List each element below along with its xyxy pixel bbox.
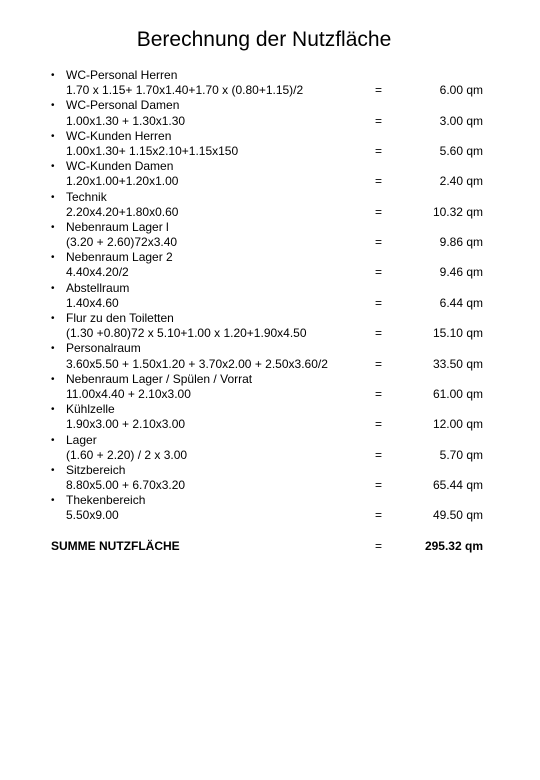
room-area-value: 6.44 qm (439, 295, 483, 310)
room-name: WC-Personal Damen (66, 98, 180, 113)
bullet-icon: • (51, 191, 55, 203)
room-formula: 1.00x1.30+ 1.15x2.10+1.15x150 (66, 143, 239, 158)
equals-sign: = (375, 386, 383, 401)
page-title: Berechnung der Nutzfläche (136, 28, 392, 51)
room-calculation-row (0, 205, 540, 220)
room-formula: 1.40x4.60 (66, 295, 119, 310)
room-heading (0, 372, 540, 387)
equals-sign: = (375, 326, 383, 341)
room-formula: (3.20 + 2.60)72x3.40 (66, 235, 178, 250)
bullet-icon: • (51, 252, 55, 264)
total-value: 295.32 qm (424, 539, 483, 553)
room-formula: 5.50x9.00 (66, 508, 119, 523)
room-area-value: 9.46 qm (439, 265, 483, 280)
equals-sign: = (375, 478, 383, 493)
room-area-value: 65.44 qm (432, 478, 483, 493)
equals-sign: = (375, 83, 383, 98)
room-heading (0, 341, 540, 356)
room-area-value: 9.86 qm (439, 235, 483, 250)
room-calculation-row (0, 265, 540, 280)
room-calculation-row (0, 448, 540, 463)
room-area-value: 15.10 qm (432, 326, 483, 341)
equals-sign: = (375, 235, 383, 250)
room-name: Nebenraum Lager l (66, 219, 169, 234)
bullet-icon: • (51, 434, 55, 446)
room-calculation-row (0, 387, 540, 402)
room-name: Personalraum (66, 341, 141, 356)
bullet-icon: • (51, 343, 55, 355)
room-area-value: 33.50 qm (432, 356, 483, 371)
room-heading (0, 433, 540, 448)
room-calculation-row (0, 417, 540, 432)
room-area-value: 3.00 qm (439, 113, 483, 128)
room-name: WC-Personal Herren (66, 68, 178, 82)
room-name: Kühlzelle (66, 402, 115, 417)
room-name: Technik (66, 189, 107, 204)
room-name: Abstellraum (66, 280, 130, 295)
room-formula: 8.80x5.00 + 6.70x3.20 (66, 478, 186, 493)
bullet-icon: • (51, 495, 55, 507)
equals-sign: = (375, 356, 383, 371)
room-area-value: 12.00 qm (432, 417, 483, 432)
equals-sign: = (375, 204, 383, 219)
room-name: WC-Kunden Herren (66, 128, 172, 143)
bullet-icon: • (51, 100, 55, 112)
room-formula: 3.60x5.50 + 1.50x1.20 + 3.70x2.00 + 2.50x3.60/2 (66, 356, 328, 371)
room-calculation-row (0, 235, 540, 250)
room-calculation-row (0, 83, 540, 98)
room-heading (0, 190, 540, 205)
equals-sign: = (375, 265, 383, 280)
area-list (0, 68, 540, 524)
room-heading (0, 98, 540, 113)
bullet-icon: • (51, 130, 55, 142)
room-name: Flur zu den Toiletten (66, 311, 174, 325)
equals-sign: = (375, 143, 383, 158)
room-heading (0, 250, 540, 265)
room-formula: 2.20x4.20+1.80x0.60 (66, 204, 179, 219)
room-heading (0, 220, 540, 235)
room-calculation-row (0, 114, 540, 129)
equals-sign: = (375, 447, 383, 462)
room-heading (0, 311, 540, 326)
equals-sign: = (375, 295, 383, 310)
room-calculation-row (0, 296, 540, 311)
bullet-icon: • (51, 373, 55, 385)
room-heading (0, 281, 540, 296)
bullet-icon: • (51, 313, 55, 324)
equals-sign: = (375, 113, 383, 128)
room-calculation-row (0, 326, 540, 341)
room-name: Nebenraum Lager / Spülen / Vorrat (66, 371, 253, 386)
equals-sign: = (375, 508, 383, 523)
total-equals-sign: = (375, 539, 383, 553)
room-calculation-row (0, 508, 540, 523)
room-name: WC-Kunden Damen (66, 159, 174, 174)
bullet-icon: • (51, 464, 55, 476)
room-heading (0, 493, 540, 508)
room-heading (0, 402, 540, 417)
room-area-value: 10.32 qm (432, 204, 483, 219)
bullet-icon: • (51, 70, 55, 81)
room-calculation-row (0, 174, 540, 189)
room-area-value: 61.00 qm (432, 386, 483, 401)
room-formula: 1.90x3.00 + 2.10x3.00 (66, 417, 186, 432)
room-area-value: 6.00 qm (439, 83, 483, 98)
room-name: Lager (66, 432, 97, 447)
room-formula: 1.00x1.30 + 1.30x1.30 (66, 113, 186, 128)
bullet-icon: • (51, 404, 55, 416)
equals-sign: = (375, 417, 383, 432)
room-formula: 1.70 x 1.15+ 1.70x1.40+1.70 x (0.80+1.15)/2 (66, 83, 304, 98)
room-name: Sitzbereich (66, 462, 126, 477)
room-area-value: 5.60 qm (439, 143, 483, 158)
room-area-value: 49.50 qm (432, 508, 483, 523)
room-heading (0, 463, 540, 478)
bullet-icon: • (51, 221, 55, 233)
room-heading (0, 129, 540, 144)
total-row (0, 538, 540, 554)
room-area-value: 5.70 qm (439, 447, 483, 462)
room-formula: 1.20x1.00+1.20x1.00 (66, 174, 179, 189)
bullet-icon: • (51, 282, 55, 294)
room-formula: 4.40x4.20/2 (66, 265, 129, 280)
room-calculation-row (0, 357, 540, 372)
equals-sign: = (375, 174, 383, 189)
bullet-icon: • (51, 161, 55, 173)
room-heading (0, 68, 540, 83)
total-label: SUMME NUTZFLÄCHE (51, 539, 180, 553)
room-calculation-row (0, 144, 540, 159)
room-formula: (1.30 +0.80)72 x 5.10+1.00 x 1.20+1.90x4.50 (66, 326, 307, 341)
room-formula: 11.00x4.40 + 2.10x3.00 (66, 386, 191, 401)
room-name: Thekenbereich (66, 493, 146, 508)
room-area-value: 2.40 qm (439, 174, 483, 189)
room-heading (0, 159, 540, 174)
room-name: Nebenraum Lager 2 (66, 250, 173, 265)
room-formula: (1.60 + 2.20) / 2 x 3.00 (66, 447, 188, 462)
room-calculation-row (0, 478, 540, 493)
